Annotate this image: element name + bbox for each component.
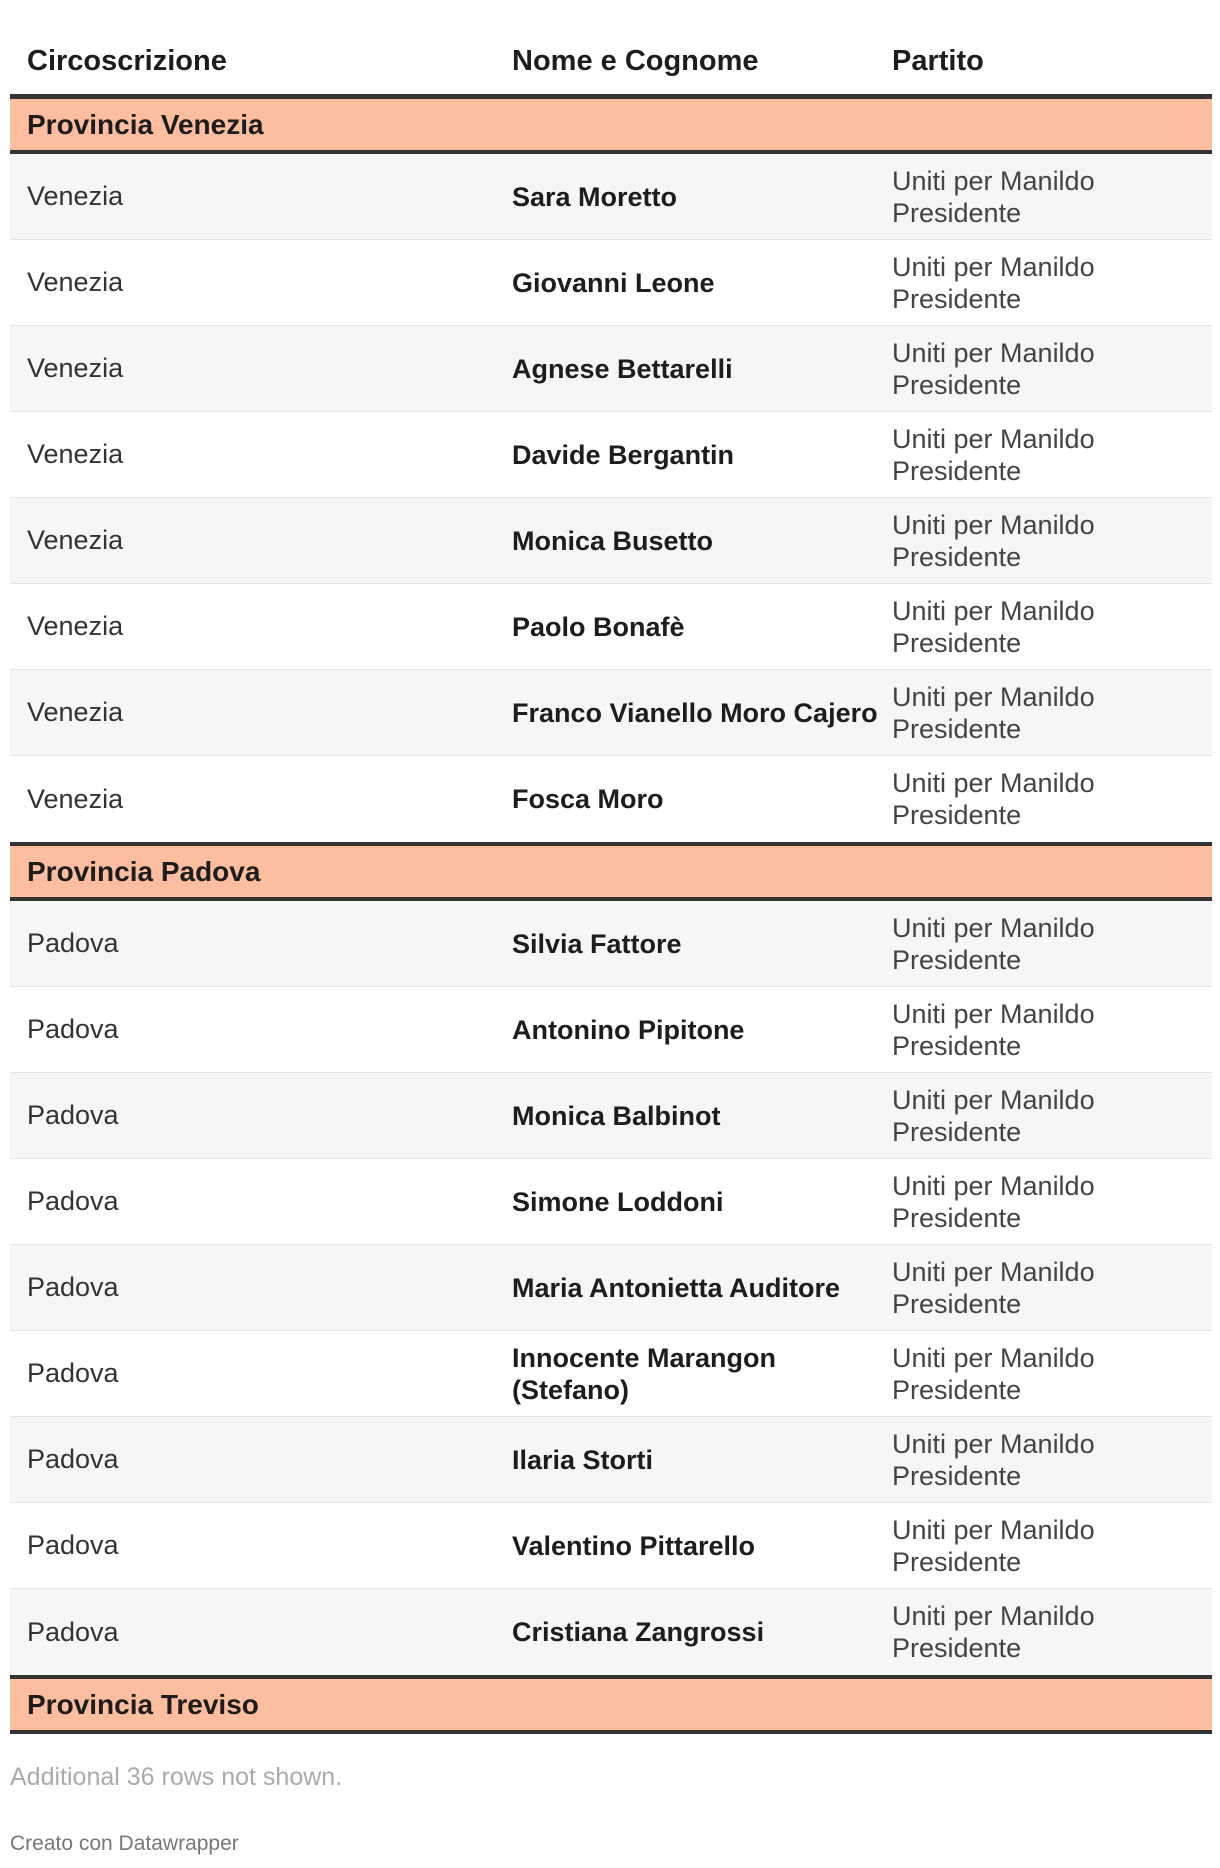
cell-nome: Agnese Bettarelli <box>512 353 733 384</box>
cell-circoscrizione: Padova <box>27 1186 119 1216</box>
table-row <box>10 584 1212 670</box>
cell-circoscrizione: Venezia <box>27 181 124 211</box>
cell-circoscrizione: Padova <box>27 1100 119 1130</box>
cell-circoscrizione: Venezia <box>27 439 124 469</box>
cell-circoscrizione: Padova <box>27 1272 119 1302</box>
cell-partito: Uniti per Manildo Presidente <box>892 768 1095 830</box>
cell-circoscrizione: Padova <box>27 1530 119 1560</box>
table-row <box>10 670 1212 756</box>
table-row <box>10 240 1212 326</box>
cell-nome: Maria Antonietta Auditore <box>512 1272 841 1303</box>
cell-partito: Uniti per Manildo Presidente <box>892 595 1095 658</box>
cell-circoscrizione: Padova <box>27 1358 119 1388</box>
cell-nome: Simone Loddoni <box>512 1186 724 1217</box>
cell-circoscrizione: Venezia <box>27 525 124 555</box>
cell-nome: Ilaria Storti <box>512 1444 654 1475</box>
table-row <box>10 1159 1212 1245</box>
table-row <box>10 1589 1212 1675</box>
column-header-nome[interactable]: Nome e Cognome <box>512 45 759 77</box>
table-body <box>10 99 1212 1734</box>
cell-partito: Uniti per Manildo Presidente <box>892 165 1095 228</box>
cell-partito: Uniti per Manildo Presidente <box>892 1256 1095 1319</box>
table-row <box>10 901 1212 987</box>
cell-partito: Uniti per Manildo Presidente <box>892 1084 1095 1147</box>
cell-nome: Antonino Pipitone <box>512 1014 745 1045</box>
cell-nome: Franco Vianello Moro Cajero <box>512 697 878 728</box>
cell-partito: Uniti per Manildo Presidente <box>892 1342 1095 1405</box>
cell-partito: Uniti per Manildo Presidente <box>892 912 1095 975</box>
cell-nome: Davide Bergantin <box>512 439 735 470</box>
cell-partito: Uniti per Manildo Presidente <box>892 1428 1095 1491</box>
table-row <box>10 756 1212 842</box>
table-row <box>10 1073 1212 1159</box>
cell-circoscrizione: Venezia <box>27 267 124 297</box>
cell-nome: Monica Busetto <box>512 525 714 556</box>
cell-circoscrizione: Venezia <box>27 353 124 383</box>
table-row <box>10 1503 1212 1589</box>
rows-not-shown-note: Additional 36 rows not shown. <box>10 1763 343 1791</box>
datawrapper-credit[interactable]: Creato con Datawrapper <box>10 1832 239 1855</box>
cell-nome: Cristiana Zangrossi <box>512 1617 765 1647</box>
cell-partito: Uniti per Manildo Presidente <box>892 681 1095 744</box>
table-row <box>10 154 1212 240</box>
table-row <box>10 1417 1212 1503</box>
group-header: Provincia Padova <box>10 842 1212 901</box>
column-header-circoscrizione[interactable]: Circoscrizione <box>27 45 227 77</box>
cell-nome: Giovanni Leone <box>512 267 715 298</box>
table-row <box>10 498 1212 584</box>
cell-nome: Sara Moretto <box>512 181 678 212</box>
cell-nome: Silvia Fattore <box>512 928 682 959</box>
cell-partito: Uniti per Manildo Presidente <box>892 1514 1095 1577</box>
cell-nome: Innocente Marangon (Stefano) <box>512 1342 777 1405</box>
cell-nome: Fosca Moro <box>512 784 664 814</box>
table-row <box>10 987 1212 1073</box>
cell-nome: Valentino Pittarello <box>512 1530 756 1561</box>
cell-partito: Uniti per Manildo Presidente <box>892 337 1095 400</box>
cell-partito: Uniti per Manildo Presidente <box>892 1601 1095 1663</box>
cell-circoscrizione: Venezia <box>27 783 124 814</box>
cell-circoscrizione: Padova <box>27 1014 119 1044</box>
table-row <box>10 1245 1212 1331</box>
table-row <box>10 326 1212 412</box>
cell-partito: Uniti per Manildo Presidente <box>892 423 1095 486</box>
table-header <box>10 0 1212 99</box>
cell-partito: Uniti per Manildo Presidente <box>892 998 1095 1061</box>
table-row <box>10 412 1212 498</box>
cell-circoscrizione: Padova <box>27 928 119 958</box>
column-header-partito[interactable]: Partito <box>892 45 984 77</box>
cell-partito: Uniti per Manildo Presidente <box>892 1170 1095 1233</box>
cell-circoscrizione: Padova <box>27 1444 119 1474</box>
results-table <box>10 0 1212 1734</box>
cell-nome: Monica Balbinot <box>512 1100 721 1131</box>
cell-circoscrizione: Venezia <box>27 611 124 641</box>
cell-circoscrizione: Padova <box>27 1616 119 1647</box>
cell-nome: Paolo Bonafè <box>512 611 685 642</box>
group-header: Provincia Venezia <box>10 99 1212 154</box>
group-header: Provincia Treviso <box>10 1675 1212 1734</box>
table-row <box>10 1331 1212 1417</box>
cell-partito: Uniti per Manildo Presidente <box>892 509 1095 572</box>
cell-partito: Uniti per Manildo Presidente <box>892 251 1095 314</box>
cell-circoscrizione: Venezia <box>27 697 124 727</box>
